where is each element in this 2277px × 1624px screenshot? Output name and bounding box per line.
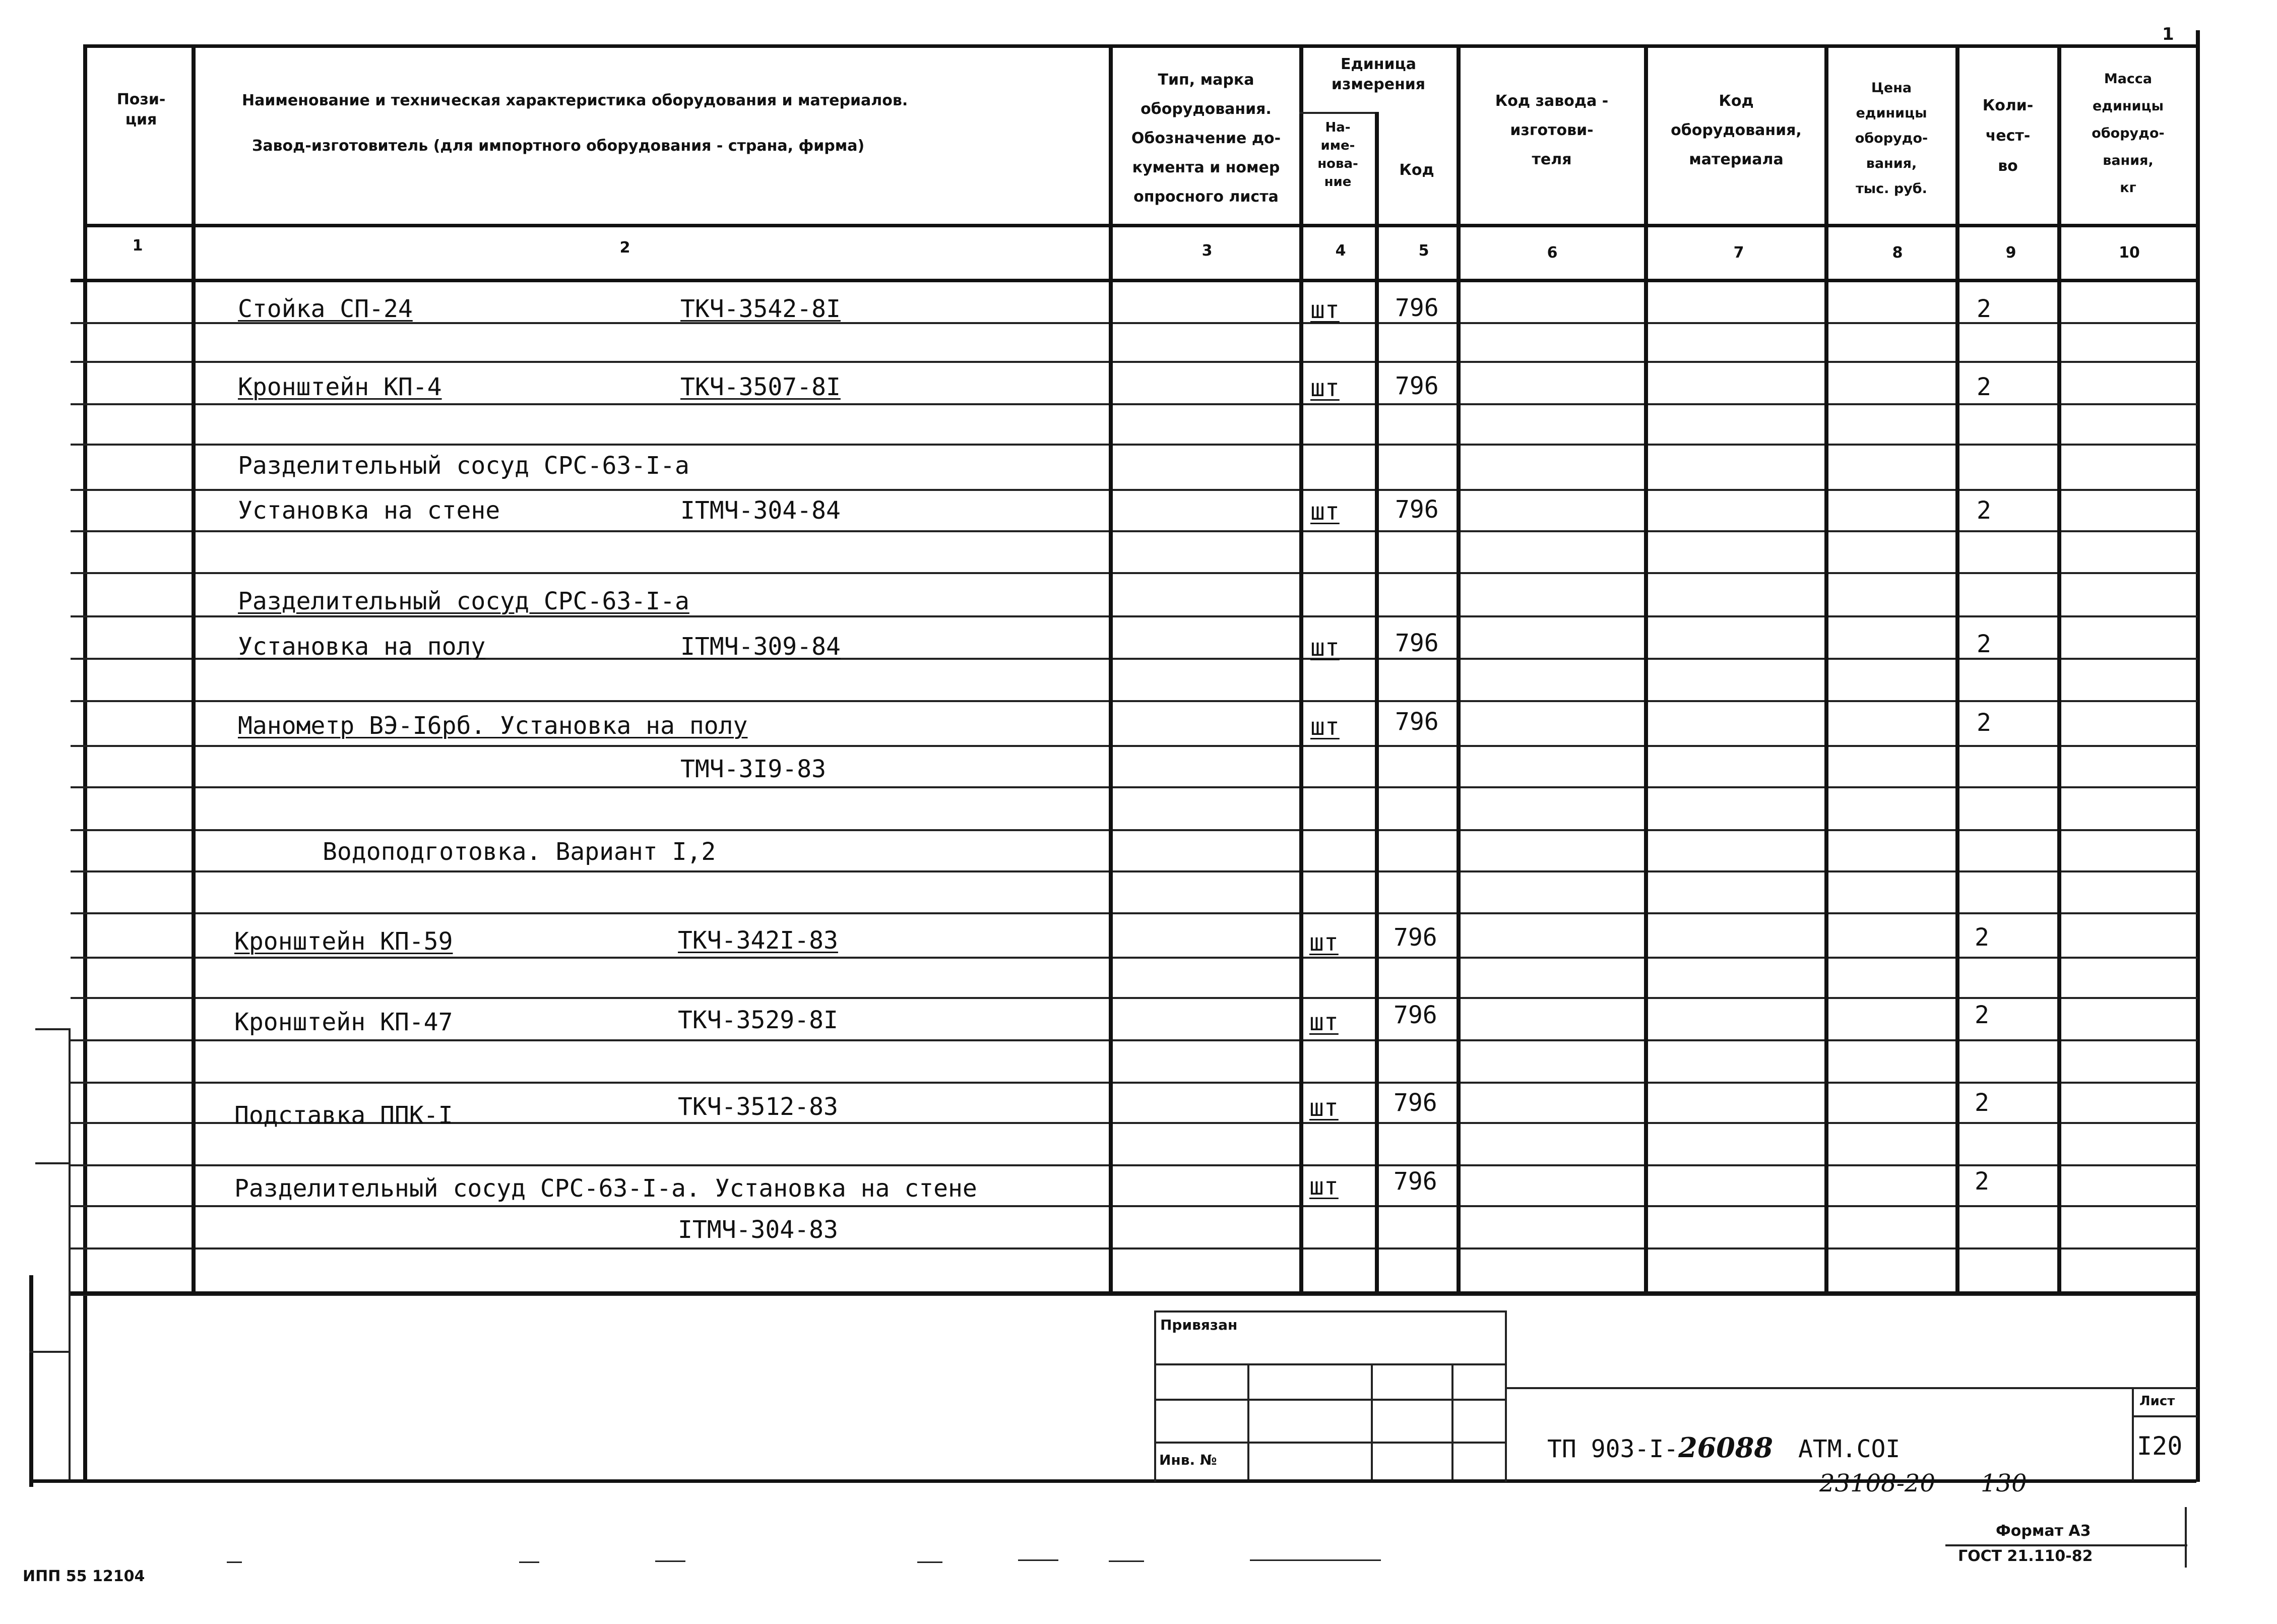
item-qty: 2 — [1977, 630, 1991, 658]
header-factory-code: Код завода - изготови- теля — [1495, 92, 1609, 168]
gost-label: ГОСТ 21.110-82 — [1958, 1547, 2093, 1565]
item-qty: 2 — [1975, 1001, 1989, 1029]
item-qty: 2 — [1977, 709, 1991, 737]
item-code: 796 — [1395, 629, 1439, 657]
item-unit: шт — [1309, 1094, 1339, 1122]
handwritten-page: 130 — [1981, 1469, 2027, 1497]
item-name: Подставка ППК-I — [234, 1101, 453, 1130]
sheet-number: I20 — [2137, 1431, 2183, 1461]
item-qty: 2 — [1975, 923, 1989, 952]
header-quantity: Коли- чест- во — [1982, 97, 2034, 175]
doc-code-hand: 26088 — [1678, 1431, 1773, 1464]
item-qty: 2 — [1977, 373, 1991, 401]
footer-rule — [1945, 1544, 2187, 1546]
header-unit-group: Единица измерения — [1331, 55, 1426, 93]
col-number: 2 — [619, 239, 630, 257]
item-doc: IТМЧ-304-83 — [678, 1216, 838, 1244]
col-number: 6 — [1547, 244, 1558, 262]
doc-code — [1547, 1431, 1900, 1464]
header-price: Цена единицы оборудо- вания, тыс. руб. — [1855, 80, 1928, 197]
item-name: Разделительный сосуд СРС-63-I-а. Установка на стене — [234, 1174, 977, 1203]
format-label: Формат А3 — [1996, 1522, 2091, 1540]
item-name: Кронштейн КП-4 — [238, 373, 442, 401]
item-unit: шт — [1310, 713, 1340, 741]
item-code: 796 — [1395, 372, 1439, 400]
item-code: 796 — [1394, 1167, 1437, 1196]
item-code: 796 — [1394, 1089, 1437, 1117]
col-number: 5 — [1418, 242, 1429, 260]
header-name-line2: Завод-изготовитель (для импортного оборудования - страна, фирма) — [252, 137, 865, 155]
item-qty: 2 — [1975, 1167, 1989, 1196]
stamp-privyazan: Привязан — [1160, 1317, 1238, 1333]
item-unit: шт — [1309, 928, 1339, 957]
header-unit-code: Код — [1399, 161, 1434, 179]
handwritten-number: 23108-20 — [1819, 1469, 1935, 1497]
doc-code-prefix: ТП 903-I- — [1547, 1435, 1679, 1463]
item-doc: ТКЧ-3529-8I — [678, 1006, 838, 1034]
col-number: 7 — [1733, 244, 1744, 262]
sheet-label: Лист — [2139, 1394, 2175, 1409]
doc-code-suffix: АТМ.СОI — [1798, 1435, 1901, 1463]
col-number: 4 — [1335, 242, 1346, 260]
item-code: 796 — [1395, 708, 1439, 736]
item-name: Кронштейн КП-47 — [234, 1008, 453, 1036]
header-unit-name: На- име- нова- ние — [1317, 120, 1358, 190]
item-doc: ТКЧ-3512-83 — [678, 1093, 838, 1121]
header-position: Пози- ция — [116, 91, 166, 129]
item-doc: ТКЧ-342I-83 — [678, 926, 838, 955]
col-number: 1 — [132, 237, 143, 255]
item-qty: 2 — [1977, 295, 1991, 323]
col-number: 8 — [1892, 244, 1903, 262]
item-code: 796 — [1394, 923, 1437, 952]
item-qty: 2 — [1975, 1089, 1989, 1117]
item-name: Установка на стене — [238, 496, 500, 525]
col-number: 3 — [1201, 242, 1213, 260]
item-name: Установка на полу — [238, 633, 486, 661]
header-mass: Масса единицы оборудо- вания, кг — [2092, 71, 2165, 196]
item-name: Разделительный сосуд СРС-63-I-а — [238, 587, 689, 615]
item-doc: ТКЧ-3542-8I — [680, 295, 841, 323]
header-type: Тип, марка оборудования. Обозначение до- кумента и номер опросного листа — [1131, 71, 1281, 206]
header-equipment-code: Код оборудования, материала — [1671, 92, 1802, 168]
item-unit: шт — [1310, 497, 1340, 526]
item-name: Разделительный сосуд СРС-63-I-а — [238, 452, 689, 480]
section-title: Водоподготовка. Вариант I,2 — [323, 838, 716, 866]
item-code: 796 — [1395, 495, 1439, 524]
stamp-inv-no: Инв. № — [1159, 1452, 1217, 1468]
item-name: Кронштейн КП-59 — [234, 927, 453, 956]
item-code: 796 — [1394, 1001, 1437, 1029]
item-doc: ТКЧ-3507-8I — [680, 373, 841, 401]
item-unit: шт — [1309, 1172, 1339, 1201]
item-code: 796 — [1395, 294, 1439, 322]
footer-rule-v — [2185, 1507, 2187, 1568]
item-unit: шт — [1309, 1008, 1339, 1036]
item-qty: 2 — [1977, 496, 1991, 525]
col-number: 9 — [2005, 244, 2016, 262]
item-unit: шт — [1310, 374, 1340, 402]
item-name: Манометр ВЭ-I6рб. Установка на полу — [238, 712, 748, 740]
col-number: 10 — [2119, 244, 2140, 262]
item-unit: шт — [1310, 296, 1340, 324]
item-doc: IТМЧ-304-84 — [680, 496, 841, 525]
corner-mark: 1 — [2162, 24, 2174, 44]
left-footer-code: ИПП 55 12104 — [23, 1568, 145, 1585]
item-name: Стойка СП-24 — [238, 295, 413, 323]
item-doc: IТМЧ-309-84 — [680, 633, 841, 661]
item-unit: шт — [1310, 634, 1340, 662]
item-doc: ТМЧ-3I9-83 — [680, 755, 826, 783]
header-name-line1: Наименование и техническая характеристика оборудования и материалов. — [242, 92, 908, 109]
